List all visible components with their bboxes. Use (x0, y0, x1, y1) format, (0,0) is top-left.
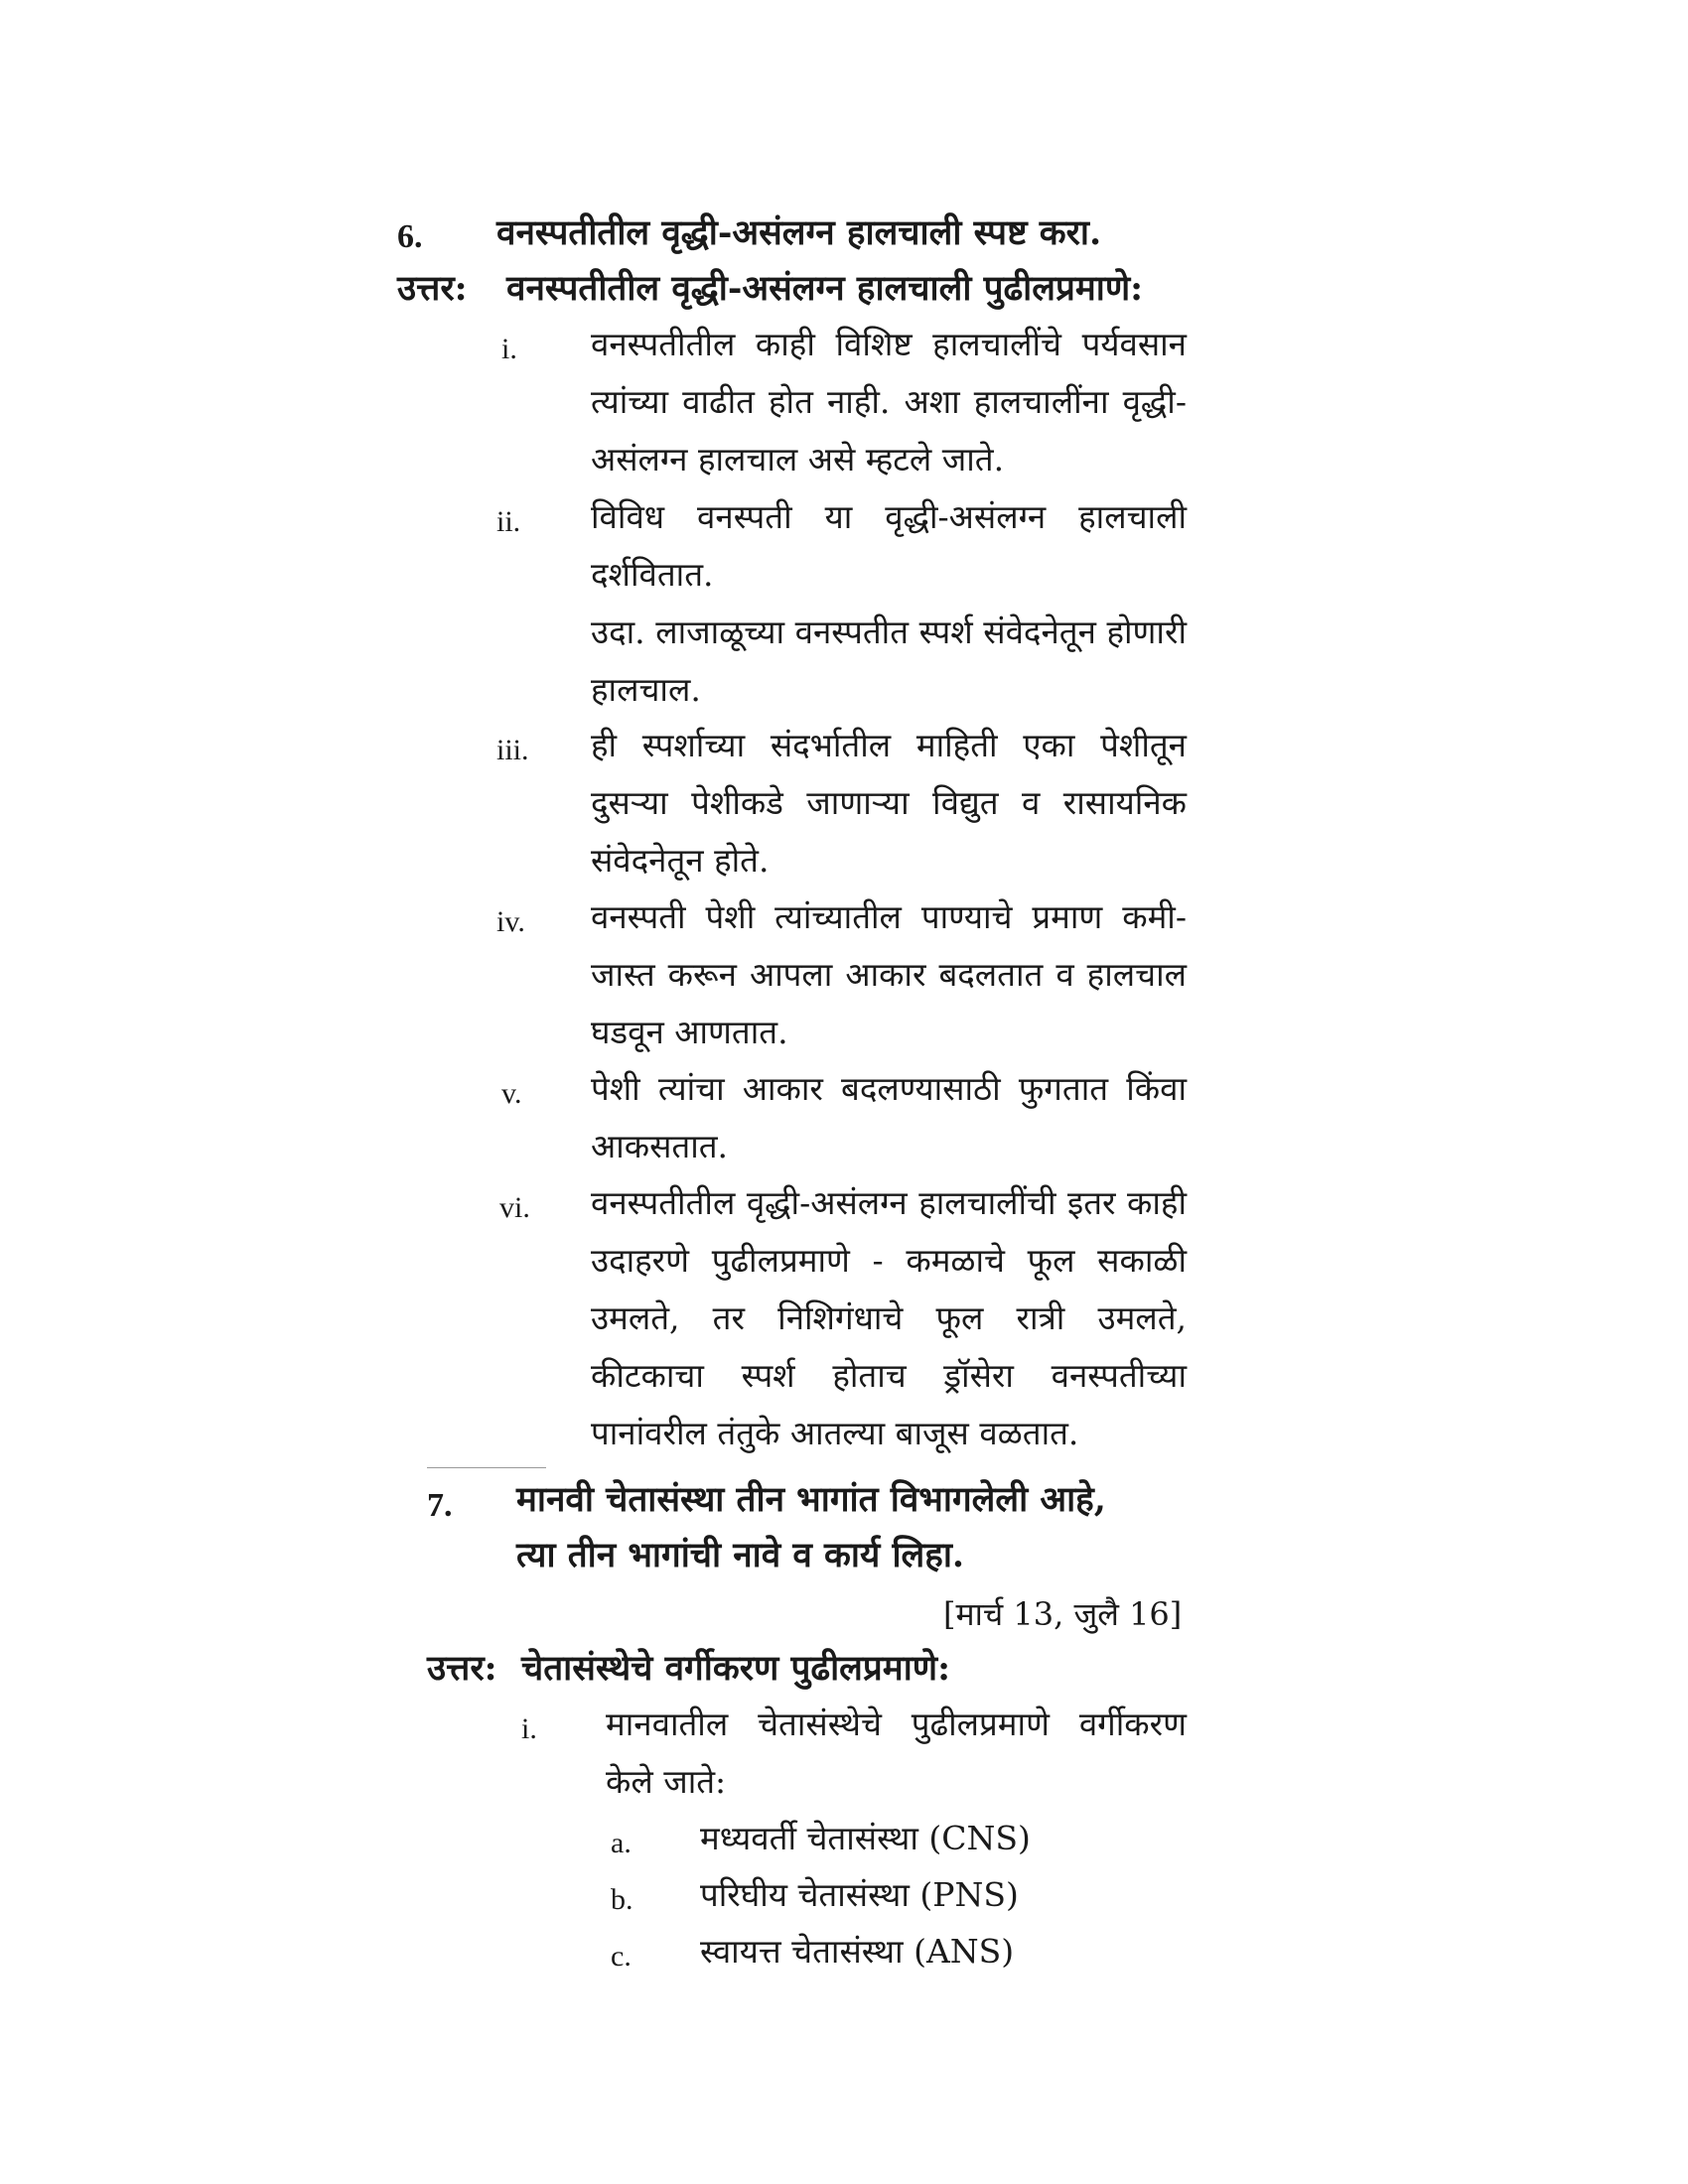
sub-point-text: परिघीय चेतासंस्था (PNS) (700, 1875, 1019, 1914)
point-marker: i. (501, 333, 517, 365)
point-example: उदा. लाजाळूच्या वनस्पतीत स्पर्श संवेदनेतून होणारी हालचाल. (591, 613, 1187, 709)
point-marker: ii. (496, 505, 521, 538)
point-text: ही स्पर्शाच्या संदर्भातील माहिती एका पेशीतून दुसऱ्या पेशीकडे जाणाऱ्या विद्युत व रासायनिक संवेदनेतून होते. (591, 726, 1187, 880)
point-text: वनस्पतीतील काही विशिष्ट हालचालींचे पर्यवसान त्यांच्या वाढीत होत नाही. अशा हालचालींना वृद्धी-असंलग्न हालचाल असे म्हटले जाते. (591, 325, 1187, 478)
question-7-text-line-2: त्या तीन भागांची नावे व कार्य लिहा. (516, 1535, 965, 1575)
point-marker: i. (521, 1712, 537, 1745)
sub-point-text: मध्यवर्ती चेतासंस्था (CNS) (700, 1819, 1031, 1857)
point-marker: v. (501, 1077, 522, 1110)
sub-point-marker: a. (611, 1827, 632, 1859)
answer-7-label: उत्तर: (427, 1648, 497, 1689)
point-text: मानवातील चेतासंस्थेचे पुढीलप्रमाणे वर्गीकरण केले जाते: (606, 1705, 1187, 1801)
answer-7-heading: चेतासंस्थेचे वर्गीकरण पुढीलप्रमाणे: (521, 1648, 951, 1689)
point-marker: vi. (499, 1191, 530, 1224)
sub-point-marker: b. (611, 1883, 633, 1916)
question-7-reference: [मार्च 13, जुलै 16] (943, 1595, 1183, 1633)
question-6-text: वनस्पतीतील वृद्धी-असंलग्न हालचाली स्पष्ट करा. (496, 212, 1102, 253)
point-text: विविध वनस्पती या वृद्धी-असंलग्न हालचाली दर्शवितात. (591, 497, 1187, 594)
separator-rule (427, 1467, 546, 1468)
answer-6-label: उत्तर: (397, 268, 468, 309)
point-marker: iv. (496, 905, 525, 938)
point-text: वनस्पतीतील वृद्धी-असंलग्न हालचालींची इतर काही उदाहरणे पुढीलप्रमाणे - कमळाचे फूल सकाळी उमलते, तर निशिगंधाचे फूल रात्री उमलते, कीटकाचा स्पर्श होताच ड्रॉसेरा वनस्पतीच्या पानांवरील तंतुके आतल्या बाजूस वळतात. (591, 1183, 1187, 1452)
question-7-number: 7. (427, 1487, 453, 1524)
point-marker: iii. (496, 734, 529, 766)
answer-6-heading: वनस्पतीतील वृद्धी-असंलग्न हालचाली पुढीलप्रमाणे: (506, 268, 1144, 309)
sub-point-text: स्वायत्त चेतासंस्था (ANS) (700, 1932, 1015, 1971)
point-text: वनस्पती पेशी त्यांच्यातील पाण्याचे प्रमाण कमी-जास्त करून आपला आकार बदलतात व हालचाल घडवून आणतात. (591, 897, 1187, 1051)
sub-point-marker: c. (611, 1940, 632, 1973)
point-text: पेशी त्यांचा आकार बदलण्यासाठी फुगतात किंवा आकसतात. (591, 1069, 1187, 1165)
question-6-number: 6. (397, 218, 423, 255)
question-7-text-line-1: मानवी चेतासंस्था तीन भागांत विभागलेली आहे, (516, 1479, 1106, 1520)
